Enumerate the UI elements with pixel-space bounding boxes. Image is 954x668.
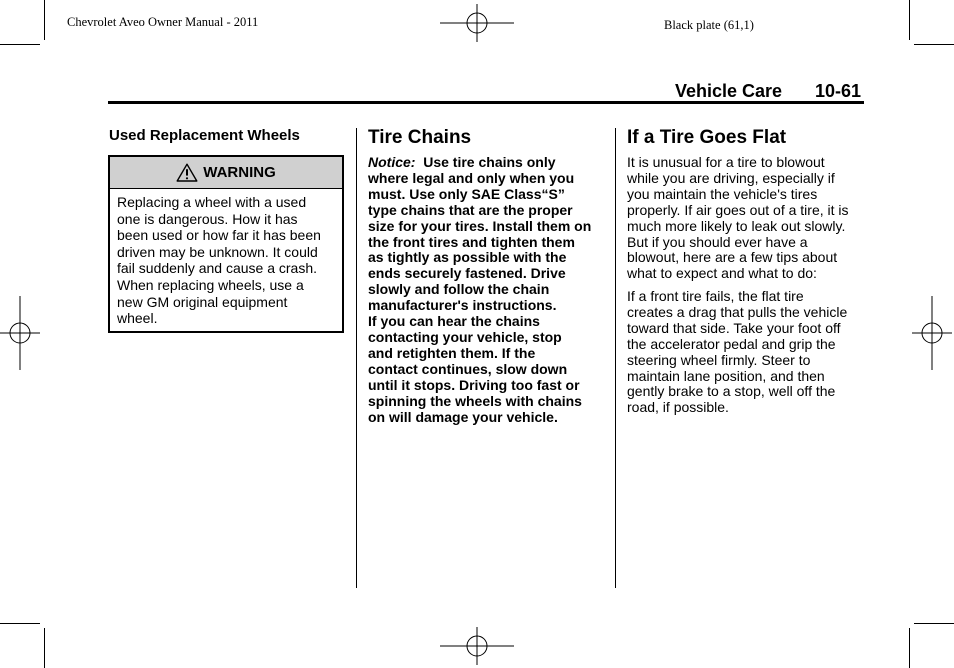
text-line: gently brake to a stop, well off the [627,383,836,400]
text-line: must. Use only SAE Class“S” [368,185,565,202]
text-line: steering wheel firmly. Steer to [627,351,811,368]
text-line: It is unusual for a tire to blowout [627,154,825,170]
text-line: When replacing wheels, use a [117,276,304,293]
text-line: on will damage your vehicle. [368,408,558,425]
text-line: maintain lane position, and then [627,367,825,384]
crop-mark [914,44,954,45]
text-line [368,155,608,171]
heading-tire-chains: Tire Chains [368,127,472,148]
text-line: wheel. [117,310,158,327]
registration-mark-icon [440,627,514,665]
section-title: Vehicle Care [675,81,783,101]
text-line: If you can hear the chains [368,313,540,330]
text-line: toward that side. Take your foot off [627,319,841,336]
text-line: as tightly as possible with the [368,249,567,266]
warning-header [110,157,342,189]
header-rule [108,101,864,104]
text-line: driven may be unknown. It could [117,243,318,260]
crop-mark [0,44,40,45]
crop-mark [909,0,910,40]
text-line: where legal and only when you [368,169,575,186]
text-line: one is dangerous. How it has [117,210,298,227]
crop-mark [914,623,954,624]
manual-title: Chevrolet Aveo Owner Manual - 2011 [67,15,259,29]
text-line: contacting your vehicle, stop [368,328,562,345]
text-line: type chains that are the proper [368,201,573,218]
column-divider [356,128,357,588]
text-line: size for your tires. Install them on [368,217,592,234]
warning-box [108,155,344,333]
text-line: the front tires and tighten them [368,233,575,250]
text-line: new GM original equipment [117,293,288,310]
text-line: road, if possible. [627,399,729,416]
text-line: you maintain the vehicle's tires [627,185,818,202]
text-line: contact continues, slow down [368,360,568,377]
text-line: Replacing a wheel with a used [117,194,307,210]
text-line: until it stops. Driving too fast or [368,376,580,393]
text-line: properly. If air goes out of a tire, it is [627,201,849,218]
page-number: 10-61 [815,81,862,101]
notice-first-line: Use tire chains only [423,154,556,170]
text-line: the accelerator pedal and grip the [627,335,836,352]
column-divider [615,128,616,588]
warning-label: WARNING [203,164,276,181]
text-line: spinning the wheels with chains [368,392,582,409]
text-line: slowly and follow the chain [368,281,550,298]
text-line: blowout, here are a few tips about [627,249,838,266]
warning-icon [176,163,198,182]
flat-tire-paragraph-2 [627,289,867,416]
text-line: manufacturer's instructions. [368,297,557,314]
notice-label: Notice: [368,154,416,170]
text-line: creates a drag that pulls the vehicle [627,303,848,320]
text-line: much more likely to leak out slowly. [627,217,846,234]
text-line: and retighten them. If the [368,344,536,361]
text-line: fail suddenly and cause a crash. [117,260,318,277]
flat-tire-paragraph-1 [627,155,867,282]
crop-mark [0,623,40,624]
notice-paragraph [368,155,608,425]
text-line: ends securely fastened. Drive [368,265,566,282]
crop-mark [44,628,45,668]
text-line: If a front tire fails, the flat tire [627,288,804,304]
text-line: while you are driving, especially if [627,169,835,186]
plate-label: Black plate (61,1) [664,18,754,32]
crop-mark [909,628,910,668]
heading-flat-tire: If a Tire Goes Flat [627,127,787,148]
crop-mark [44,0,45,40]
warning-text [117,194,339,327]
text-line: been used or how far it has been [117,227,321,244]
text-line: what to expect and what to do: [627,265,817,282]
registration-mark-icon [912,296,952,370]
text-line: But if you should ever have a [627,233,808,250]
registration-mark-icon [440,4,514,42]
registration-mark-icon [0,296,40,370]
subheading-used-wheels: Used Replacement Wheels [109,127,300,144]
